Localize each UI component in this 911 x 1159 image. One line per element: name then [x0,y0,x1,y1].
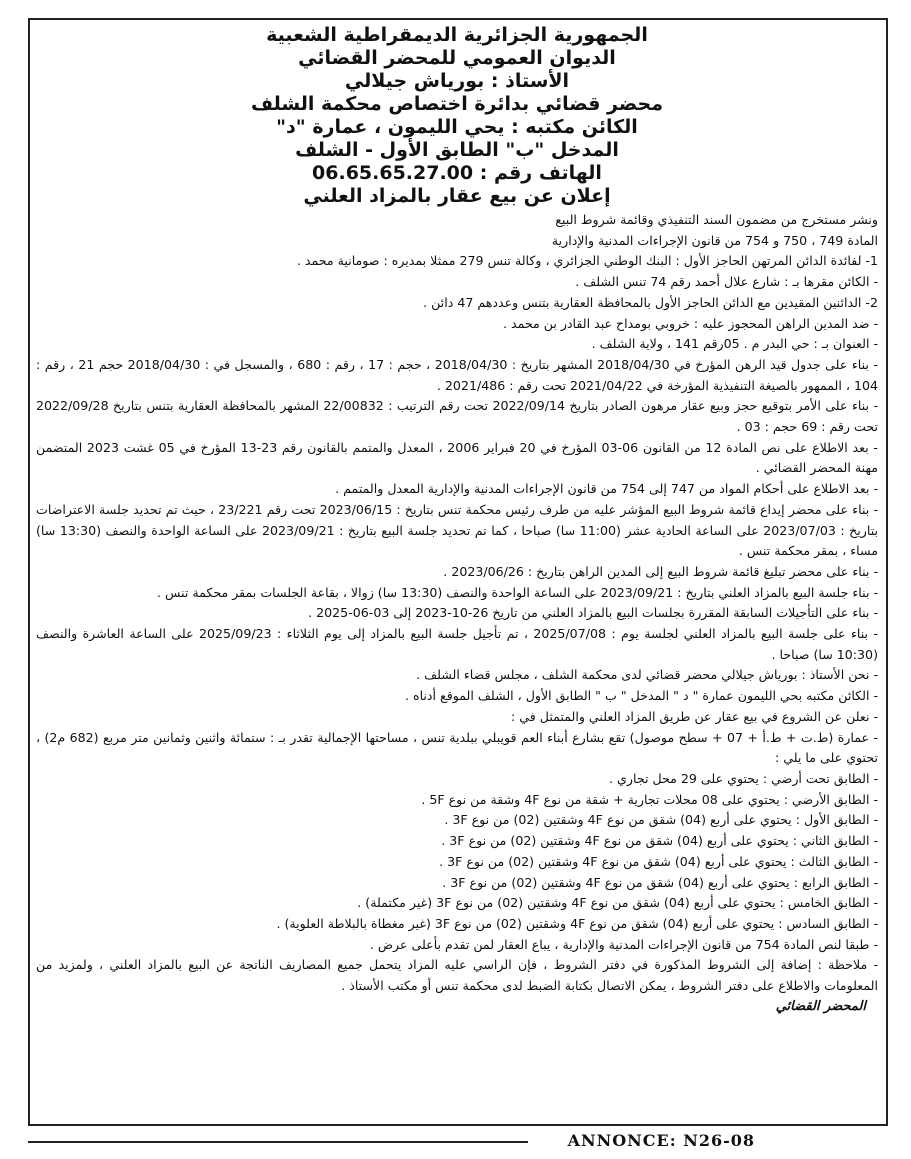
paragraph: - نعلن عن الشروع في بيع عقار عن طريق المزاد العلني والمتمثل في : [511,708,878,724]
phone-label: الهاتف رقم : [479,162,602,184]
paragraph: - بناء على التأجيلات السابقة المقررة بجلسات البيع بالمزاد العلني من تاريخ 26-10-2023 إلى 03-06-2025 . [308,605,878,621]
office-title: الديوان العمومي للمحضر القضائي [298,47,616,69]
office-address: الكائن مكتبه : يحي الليمون ، عمارة "د" [276,116,638,138]
paragraph: - الطابق تحت أرضي : يحتوي على 29 محل تجاري . [609,770,878,786]
jurisdiction: محضر قضائي بدائرة اختصاص محكمة الشلف [250,93,664,115]
paragraph: - بناء جلسة البيع بالمزاد العلني بتاريخ : 2023/09/21 على الساعة الواحدة والنصف (13:30 سا) زوالا ، بقاعة الجلسات بمقر محكمة تنس . [156,584,878,600]
paragraph: - نحن الأستاذ : بورياش جيلالي محضر قضائي لدى محكمة الشلف ، مجلس قضاء الشلف . [416,667,878,683]
paragraph: - الطابق الثاني : يحتوي على أربع (04) شقق من نوع 4F وشقتين (02) من نوع 3F . [441,833,878,849]
paragraph: - الطابق الأرضي : يحتوي على 08 محلات تجارية + شقة من نوع 4F وشقة من نوع 5F . [421,791,878,807]
paragraph: - الطابق الرابع : يحتوي على أربع (04) شقق من نوع 4F وشقتين (02) من نوع 3F . [442,874,878,890]
republic-title: الجمهورية الجزائرية الديمقراطية الشعبية [266,24,648,46]
paragraph: - ضد المدين الراهن المحجوز عليه : خروبي بومداح عبد القادر بن محمد . [503,315,878,331]
announcement-frame [28,18,888,1126]
paragraph: ونشر مستخرج من مضمون السند التنفيذي وقائمة شروط البيع [555,212,878,227]
annonce-number: ANNONCE: N26-08 [564,1131,759,1150]
paragraph: - ملاحظة : إضافة إلى الشروط المذكورة في دفتر الشروط ، فإن الراسي عليه المزاد يتحمل جميع المصاريف الناتجة عن البيع بالمزاد العلني ، ولمزيد من المعلومات والاطلاع على دفتر الشروط ، يمكن الاتصال بكتابة الضبط لدى محكمة تنس أو مكتب الأستاذ . [36,957,878,994]
paragraph: - بعد الاطلاع على أحكام المواد من 747 إلى 754 من قانون الإجراءات المدنية والإدارية المعدل والمتمم . [335,481,878,497]
announcement-title: إعلان عن بيع عقار بالمزاد العلني [303,185,611,207]
footer-rule [28,1141,528,1143]
paragraph: - الطابق الأول : يحتوي على أربع (04) شقق من نوع 4F وشقتين (02) من نوع 3F . [444,812,878,828]
bailiff-name: الأستاذ : بورياش جيلالي [344,70,570,92]
letterhead [36,24,878,208]
paragraph: - الطابق الخامس : يحتوي على أربع (04) شقق من نوع 4F وشقتين (02) من نوع 3F (غير مكتملة) . [357,895,878,911]
announcement-content [36,24,878,1120]
paragraph: - بناء على جدول قيد الرهن المؤرخ في 2018/04/30 المشهر بتاريخ : 2018/04/30 ، حجم : 17 ، رقم : 680 ، والمسجل في : 2018/04/30 حجم 21 ، رقم : 104 ، الممهور بالصيغة التنفيذية المؤرخة في 2021/04/22 تحت رقم : 2021/486 . [36,356,878,393]
paragraph: - بناء على محضر تبليغ قائمة شروط البيع إلى المدين الراهن بتاريخ : 2023/06/26 . [443,563,878,579]
announcement-body [36,210,878,997]
paragraph: - بعد الاطلاع على نص المادة 12 من القانون 06-03 المؤرخ في 20 فبراير 2006 ، المعدل والمتمم بالقانون رقم 23-13 المؤرخ في 05 غشت 2023 المتضمن مهنة المحضر القضائي . [36,439,878,476]
paragraph: - العنوان بـ : حي البدر م . 05رقم 141 ، ولاية الشلف . [591,336,878,352]
paragraph: - طبقا لنص المادة 754 من قانون الإجراءات المدنية والإدارية ، يباع العقار لمن تقدم بأعلى عرض . [369,936,878,952]
phone-number: 06.65.65.27.00 [312,162,474,184]
paragraph: - بناء على الأمر بتوقيع حجز وبيع عقار مرهون الصادر بتاريخ 2022/09/14 تحت رقم الترتيب : 22/00832 المشهر بالمحافظة العقارية بتنس بتاريخ 2022/09/28 تحت رقم : 69 حجم : 03 . [36,398,879,435]
signature: المحضر القضائي [775,998,866,1014]
paragraph: - الطابق الثالث : يحتوي على أربع (04) شقق من نوع 4F وشقتين (02) من نوع 3F . [439,853,878,869]
phone-line [36,162,878,185]
paragraph: - بناء على جلسة البيع بالمزاد العلني لجلسة يوم : 2025/07/08 ، تم تأجيل جلسة البيع بالمزاد إلى يوم الثلاثاء : 2025/09/23 على الساعة العاشرة والنصف (10:30 سا) صباحا . [36,626,878,662]
paragraph: المادة 749 ، 750 و 754 من قانون الإجراءات المدنية والإدارية [551,232,878,248]
paragraph: - بناء على محضر إيداع قائمة شروط البيع المؤشر عليه من طرف رئيس محكمة تنس بتاريخ : 2023/06/15 تحت رقم 23/221 ، حيث تم تحديد جلسة الاعتراضات بتاريخ : 2023/07/03 على الساعة الحادية عشر (11:00 سا) صباحا ، كما تم تحديد جلسة البيع بتاريخ : 2023/09/21 على الساعة الواحدة والنصف (13:30 سا) مساء ، بمقر محكمة تنس . [36,501,879,559]
paragraph: - الكائن مكتبه بحي الليمون عمارة " د " المدخل " ب " الطابق الأول ، الشلف الموقع أدناه . [404,688,878,704]
paragraph: 1- لفائدة الدائن المرتهن الحاجز الأول : البنك الوطني الجزائري ، وكالة تنس 279 ممثلا بمديره : صومانية محمد . [296,253,878,269]
paragraph: 2- الدائنين المقيدين مع الدائن الحاجز الأول بالمحافظة العقارية بتنس وعددهم 47 دائن . [423,294,878,310]
paragraph: - الطابق السادس : يحتوي على أربع (04) شقق من نوع 4F وشقتين (02) من نوع 3F (غير مغطاة بالبلاطة العلوية) . [276,915,878,931]
office-entrance: المدخل "ب" الطابق الأول - الشلف [295,139,619,161]
paragraph: - الكائن مقرها بـ : شارع علال أحمد رقم 74 تنس الشلف . [575,274,878,290]
paragraph: - عمارة (ط.ت + ط.أ + 07 + سطح موصول) تقع بشارع أبناء العم قويبلي ببلدية تنس ، مساحتها الإجمالية تقدر بـ : ستمائة واثنين وثمانين متر مربع (682 م2) ، تحتوي على ما يلي : [36,729,878,766]
